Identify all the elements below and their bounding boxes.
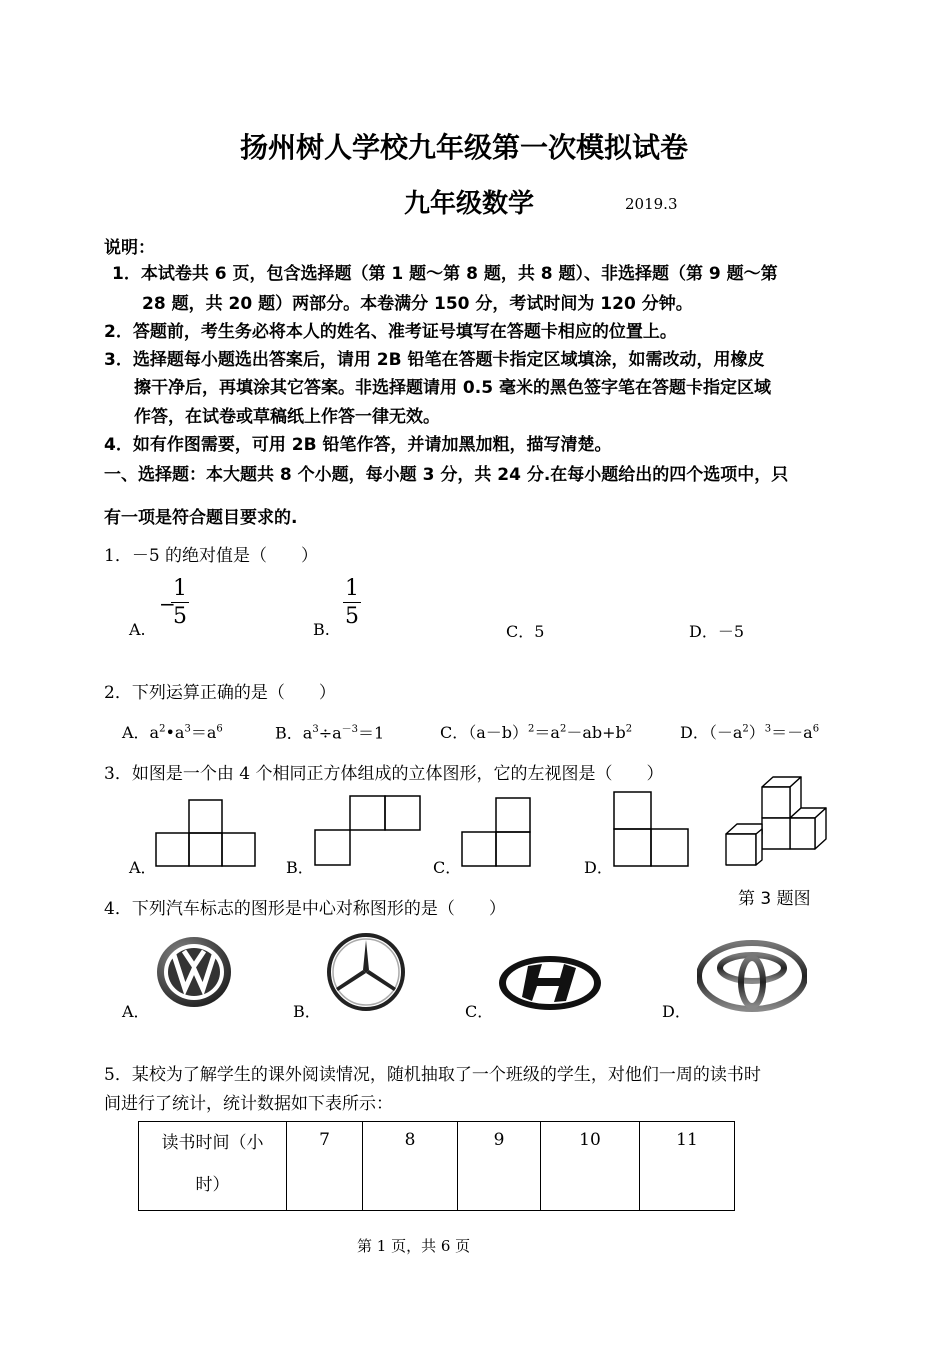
q3-figure-caption: 第 3 题图 [738,889,811,909]
instruction-line: 作答，在试卷或草稿纸上作答一律无效。 [134,407,440,427]
q3-option-a-figure [155,799,257,867]
q1-a-minus: − [159,592,176,616]
q1-option-d: D．－5 [689,622,745,641]
table-cell: 7 [287,1122,363,1211]
table-row [139,1122,735,1211]
instruction-line: 28 题，共 20 题）两部分。本卷满分 150 分，考试时间为 120 分钟。 [142,294,693,314]
q2-option-b [275,720,384,743]
q2-a-text: ＝a [190,723,217,742]
instruction-line: 4．如有作图需要，可用 2B 铅笔作答，并请加黑加粗，描写清楚。 [104,435,612,455]
q1-a-fraction [171,578,189,628]
hyundai-logo-icon [498,955,602,1011]
instruction-line: 擦干净后，再填涂其它答案。非选择题请用 0.5 毫米的黑色签字笔在答题卡指定区域 [134,378,771,398]
q3-option-c-label: C． [433,858,462,877]
q2-b-text: ÷a [318,723,342,743]
q2-option-d [680,720,819,743]
q4-option-c-label: C． [465,1002,494,1021]
page-title: 扬州树人学校九年级第一次模拟试卷 [240,131,689,164]
page-footer: 第 1 页，共 6 页 [357,1237,471,1255]
q2-c-exp: 2 [559,723,567,735]
q1-b-denominator: 5 [345,604,359,629]
table-cell: 8 [363,1122,458,1211]
q2-a-exp: 6 [216,723,223,735]
q2-c-text: ＝a [534,723,560,742]
q1-a-denominator: 5 [173,604,187,629]
table-header-line: 时） [195,1175,230,1195]
q2-d-text: D．（－a [680,723,743,742]
q4-option-a-label: A． [122,1002,150,1021]
instruction-line: 3．选择题每小题选出答案后，请用 2B 铅笔在答题卡指定区域填涂，如需改动，用橡皮 [104,350,765,370]
question-1-stem: 1．－5 的绝对值是（ ） [104,546,319,566]
q2-b-exp: 3 [312,724,319,735]
table-cell: 10 [541,1122,640,1211]
q4-option-d-label: D． [662,1002,691,1021]
q1-a-label: A. [129,620,146,639]
q3-option-c-figure [461,797,531,867]
question-4-stem: 4．下列汽车标志的图形是中心对称图形的是（ ） [104,899,506,919]
section-heading: 一、选择题：本大题共 8 个小题，每小题 3 分，共 24 分.在每小题给出的四个选项中，只 [104,465,789,485]
q2-d-exp: 6 [812,723,820,735]
table-cell: 11 [640,1122,735,1211]
table-header-cell [139,1122,287,1211]
mercedes-logo-icon [326,932,406,1012]
q3-solid-figure [722,774,830,870]
q2-a-text: •a [165,723,185,742]
table-header-line: 读书时间（小 [161,1133,264,1153]
question-3-stem: 3．如图是一个由 4 个相同正方体组成的立体图形，它的左视图是（ ） [104,764,664,784]
q2-c-exp: 2 [528,723,535,735]
q2-b-text: B．a [275,723,313,743]
reading-time-table [138,1121,735,1211]
q2-option-a [122,720,223,743]
q3-option-b-label: B． [286,858,314,877]
q2-d-text: ） [748,723,765,742]
toyota-logo-icon [697,940,807,1012]
q2-c-text: －ab+b [566,723,626,742]
q1-b-fraction [343,578,361,628]
q1-option-c: C．5 [506,622,545,641]
vw-logo-icon [155,935,233,1009]
q2-option-c [440,720,632,743]
q2-d-exp: 3 [764,723,772,735]
instruction-line: 2．答题前，考生务必将本人的姓名、准考证号填写在答题卡相应的位置上。 [104,322,677,342]
question-2-stem: 2．下列运算正确的是（ ） [104,683,336,703]
subject-title: 九年级数学 [404,189,535,219]
q2-a-exp: 3 [184,723,191,735]
q2-d-exp: 2 [742,723,749,735]
q2-b-exp: －3 [341,724,359,735]
q2-a-text: A．a [122,723,160,742]
q3-option-d-figure [613,791,689,867]
q1-b-numerator: 1 [345,576,359,601]
table-cell: 9 [458,1122,541,1211]
instructions-heading: 说明： [104,238,155,258]
section-heading-cont: 有一项是符合题目要求的. [104,508,298,528]
q4-option-b-label: B． [293,1002,321,1021]
q2-d-text: ＝－a [771,723,813,742]
q1-b-label: B. [313,620,330,639]
instruction-line: 1．本试卷共 6 页，包含选择题（第 1 题～第 8 题，共 8 题）、非选择题（第 9 题～第 [112,264,778,284]
q3-option-d-label: D． [584,858,613,877]
q3-option-a-label: A． [129,858,157,877]
question-5-line2: 间进行了统计，统计数据如下表所示： [104,1094,393,1114]
q2-b-text: ＝1 [358,723,385,743]
question-5-line1: 5．某校为了解学生的课外阅读情况，随机抽取了一个班级的学生，对他们一周的读书时 [104,1065,761,1085]
q1-a-numerator: 1 [173,576,187,601]
exam-date: 2019.3 [625,195,678,213]
q2-c-exp: 2 [625,723,633,735]
q2-c-text: C．（a－b） [440,723,529,742]
q2-a-exp: 2 [159,723,166,735]
q3-option-b-figure [314,795,422,867]
